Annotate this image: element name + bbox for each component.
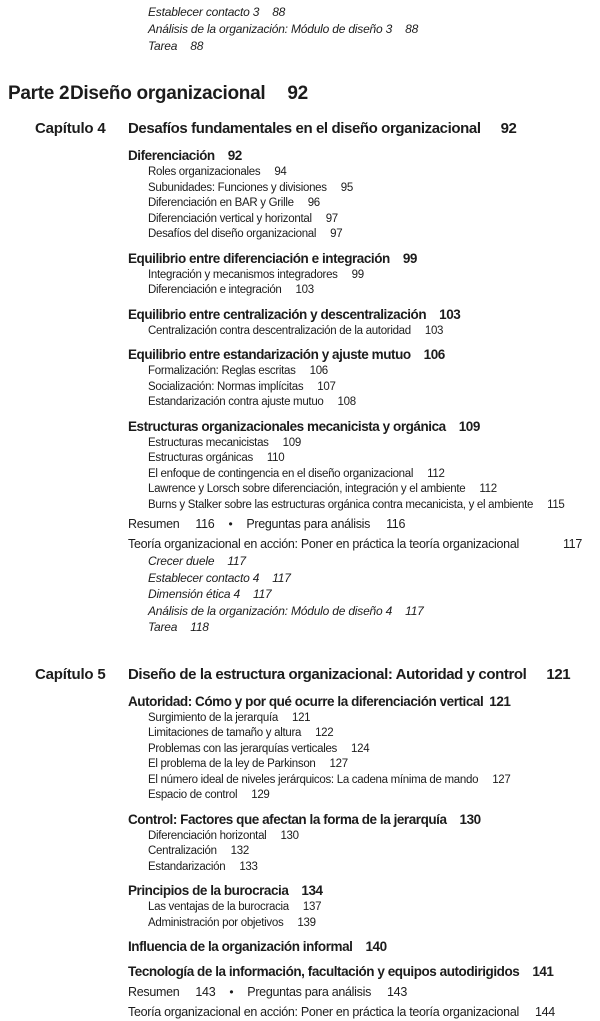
toc-entry-sub [0, 900, 600, 916]
entry-title: Equilibrio entre estandarización y ajuste mutuo [128, 345, 411, 364]
entry-title: Análisis de la organización: Módulo de diseño 3 [148, 21, 392, 38]
toc-entry-heading [0, 146, 600, 165]
toc-entry-heading [0, 937, 600, 956]
toc-entry-sub [0, 436, 600, 452]
entry-page-number: 141 [532, 962, 553, 981]
toc-entry-heading [0, 345, 600, 364]
toc-entry-sub [0, 788, 600, 804]
entry-page-number: 127 [330, 757, 348, 773]
entry-page-number: 121 [292, 711, 310, 727]
entry-page-number: 97 [330, 227, 342, 243]
entry-page-number: 143 [195, 983, 215, 1001]
chapter-label: Capítulo 5 [35, 663, 128, 686]
entry-title: Desafíos del diseño organizacional [148, 227, 316, 243]
entry-page-number: 103 [439, 305, 460, 324]
entry-title: Diferenciación en BAR y Grille [148, 196, 294, 212]
toc-entry-sub [0, 212, 600, 228]
entry-page-number: 108 [338, 395, 356, 411]
toc-entry-sub [0, 268, 600, 284]
toc-entry-italic-lead [0, 4, 600, 21]
entry-page-number: 117 [563, 535, 582, 553]
toc-entry-italic-lead [0, 21, 600, 38]
entry-page-number: 127 [492, 773, 510, 789]
toc-entry-sub [0, 380, 600, 396]
entry-title: Equilibrio entre centralización y descentralización [128, 305, 426, 324]
toc-entry-italic [0, 603, 600, 620]
entry-title: Preguntas para análisis [246, 515, 370, 533]
toc-entry-plain [0, 1003, 600, 1021]
entry-title: Equilibrio entre diferenciación e integración [128, 249, 390, 268]
entry-title: Diferenciación horizontal [148, 829, 266, 845]
entry-title: Resumen [128, 515, 179, 533]
part-page-number: 92 [287, 82, 308, 106]
entry-page-number: 106 [310, 364, 328, 380]
entry-page-number: 133 [239, 860, 257, 876]
chapter-page-number: 121 [546, 663, 570, 686]
entry-title: Influencia de la organización informal [128, 937, 352, 956]
entry-title: Lawrence y Lorsch sobre diferenciación, integración y el ambiente [148, 482, 465, 498]
toc-entry-italic [0, 570, 600, 587]
entry-page-number: 122 [315, 726, 333, 742]
entry-title: Principios de la burocracia [128, 881, 288, 900]
toc-entry-sub [0, 773, 600, 789]
entry-title: Estructuras orgánicas [148, 451, 253, 467]
entry-page-number: 132 [231, 844, 249, 860]
entry-page-number: 112 [427, 467, 444, 483]
entry-title: Dimensión ética 4 [148, 586, 240, 603]
entry-page-number: 103 [296, 283, 314, 299]
toc-entry-sub [0, 181, 600, 197]
toc-entry-sub [0, 916, 600, 932]
chapter-heading [0, 117, 600, 140]
entry-page-number: 140 [365, 937, 386, 956]
toc-entry-sub [0, 165, 600, 181]
toc-entry-sub [0, 757, 600, 773]
entry-page-number: 116 [195, 515, 214, 533]
toc-entry-heading [0, 692, 600, 711]
chapter-title: Diseño de la estructura organizacional: Autoridad y control [128, 663, 526, 686]
entry-page-number: 116 [386, 515, 405, 533]
entry-page-number: 124 [351, 742, 369, 758]
entry-title: Burns y Stalker sobre las estructuras orgánica contra mecanicista, y el ambiente [148, 498, 533, 514]
entry-title: Preguntas para análisis [247, 983, 371, 1001]
toc-entry-summary [0, 515, 600, 533]
toc-entry-plain [0, 535, 600, 553]
toc-entry-heading [0, 249, 600, 268]
entry-title: Centralización contra descentralización de la autoridad [148, 324, 411, 340]
entry-page-number: 115 [547, 498, 564, 514]
entry-title: Análisis de la organización: Módulo de diseño 4 [148, 603, 392, 620]
entry-page-number: 109 [459, 417, 480, 436]
entry-title: Problemas con las jerarquías verticales [148, 742, 337, 758]
entry-page-number: 117 [405, 603, 424, 620]
toc-entry-sub [0, 742, 600, 758]
toc-entry-sub [0, 860, 600, 876]
toc-entry-sub [0, 364, 600, 380]
entry-title: Diferenciación e integración [148, 283, 282, 299]
entry-title: Tarea [148, 38, 177, 55]
entry-title: Socialización: Normas implícitas [148, 380, 303, 396]
toc-entry-heading [0, 305, 600, 324]
entry-page-number: 137 [303, 900, 321, 916]
entry-page-number: 109 [283, 436, 301, 452]
chapter-page-number: 92 [501, 117, 517, 140]
entry-page-number: 88 [190, 38, 203, 55]
entry-title: Establecer contacto 4 [148, 570, 259, 587]
entry-page-number: 130 [460, 810, 481, 829]
entry-title: Las ventajas de la burocracia [148, 900, 289, 916]
chapters-container [0, 117, 600, 1021]
toc-entry-sub [0, 227, 600, 243]
entry-title: Tecnología de la información, facultación y equipos autodirigidos [128, 962, 519, 981]
toc-entry-heading [0, 810, 600, 829]
entry-title: Espacio de control [148, 788, 237, 804]
entry-title: Diferenciación [128, 146, 215, 165]
entry-title: Teoría organizacional en acción: Poner en práctica la teoría organizacional [128, 1003, 519, 1021]
entry-title: Resumen [128, 983, 179, 1001]
chapter-title: Desafíos fundamentales en el diseño organizacional [128, 117, 481, 140]
entry-title: Estandarización [148, 860, 225, 876]
entry-page-number: 96 [308, 196, 320, 212]
entry-page-number: 130 [280, 829, 298, 845]
entry-page-number: 99 [403, 249, 417, 268]
entry-page-number: 92 [228, 146, 242, 165]
entry-page-number: 134 [301, 881, 322, 900]
entry-page-number: 95 [341, 181, 353, 197]
toc-entry-heading [0, 881, 600, 900]
entry-title: Limitaciones de tamaño y altura [148, 726, 301, 742]
entry-title: Teoría organizacional en acción: Poner en práctica la teoría organizacional [128, 535, 519, 553]
entry-title: Establecer contacto 3 [148, 4, 259, 21]
bullet-separator: • [229, 983, 233, 1001]
entry-page-number: 110 [267, 451, 284, 467]
entry-page-number: 144 [535, 1003, 555, 1021]
bullet-separator: • [228, 515, 232, 533]
part-title: Diseño organizacional [70, 82, 265, 106]
entry-title: Crecer duele [148, 553, 214, 570]
entry-page-number: 88 [272, 4, 285, 21]
entry-page-number: 94 [274, 165, 286, 181]
toc-entry-sub [0, 844, 600, 860]
entry-title: Control: Factores que afectan la forma de la jerarquía [128, 810, 447, 829]
entry-page-number: 121 [489, 692, 510, 711]
entry-title: Autoridad: Cómo y por qué ocurre la diferenciación vertical [128, 692, 483, 711]
chapter-block [0, 117, 600, 636]
entry-page-number: 117 [253, 586, 272, 603]
leading-entries [0, 4, 600, 55]
toc-entry-italic [0, 619, 600, 636]
entry-page-number: 139 [297, 916, 315, 932]
entry-title: Subunidades: Funciones y divisiones [148, 181, 327, 197]
chapter-block [0, 663, 600, 1021]
entry-title: El problema de la ley de Parkinson [148, 757, 316, 773]
toc-entry-sub [0, 711, 600, 727]
chapter-label: Capítulo 4 [35, 117, 128, 140]
entry-title: Estructuras mecanicistas [148, 436, 269, 452]
entry-title: Administración por objetivos [148, 916, 283, 932]
entry-title: Centralización [148, 844, 217, 860]
entry-page-number: 99 [352, 268, 364, 284]
entry-page-number: 143 [387, 983, 407, 1001]
toc-entry-italic [0, 586, 600, 603]
toc-entry-sub [0, 726, 600, 742]
entry-page-number: 103 [425, 324, 443, 340]
entry-title: Estructuras organizacionales mecanicista y orgánica [128, 417, 446, 436]
toc-entry-summary [0, 983, 600, 1001]
toc-entry-sub [0, 482, 600, 498]
entry-page-number: 112 [479, 482, 496, 498]
part-heading [0, 82, 600, 106]
entry-page-number: 106 [424, 345, 445, 364]
entry-page-number: 97 [326, 212, 338, 228]
entry-title: Surgimiento de la jerarquía [148, 711, 278, 727]
toc-entry-italic [0, 553, 600, 570]
toc-entry-sub [0, 451, 600, 467]
toc-entry-sub [0, 467, 600, 483]
toc-entry-sub [0, 829, 600, 845]
toc-entry-sub [0, 196, 600, 212]
entry-page-number: 117 [227, 553, 246, 570]
entry-title: Tarea [148, 619, 177, 636]
entry-page-number: 118 [190, 619, 209, 636]
toc-entry-italic-lead [0, 38, 600, 55]
entry-title: Estandarización contra ajuste mutuo [148, 395, 324, 411]
entry-title: El enfoque de contingencia en el diseño organizacional [148, 467, 413, 483]
entry-title: Roles organizacionales [148, 165, 260, 181]
entry-title: El número ideal de niveles jerárquicos: La cadena mínima de mando [148, 773, 478, 789]
entry-page-number: 88 [405, 21, 418, 38]
toc-entry-sub [0, 395, 600, 411]
entry-page-number: 129 [251, 788, 269, 804]
entry-title: Diferenciación vertical y horizontal [148, 212, 312, 228]
toc-entry-sub [0, 324, 600, 340]
entry-title: Formalización: Reglas escritas [148, 364, 296, 380]
part-label: Parte 2 [8, 82, 70, 106]
toc-entry-heading [0, 417, 600, 436]
entry-page-number: 117 [272, 570, 291, 587]
entry-title: Integración y mecanismos integradores [148, 268, 338, 284]
entry-page-number: 107 [317, 380, 335, 396]
toc-entry-sub [0, 498, 600, 514]
chapter-heading [0, 663, 600, 686]
toc-entry-sub [0, 283, 600, 299]
